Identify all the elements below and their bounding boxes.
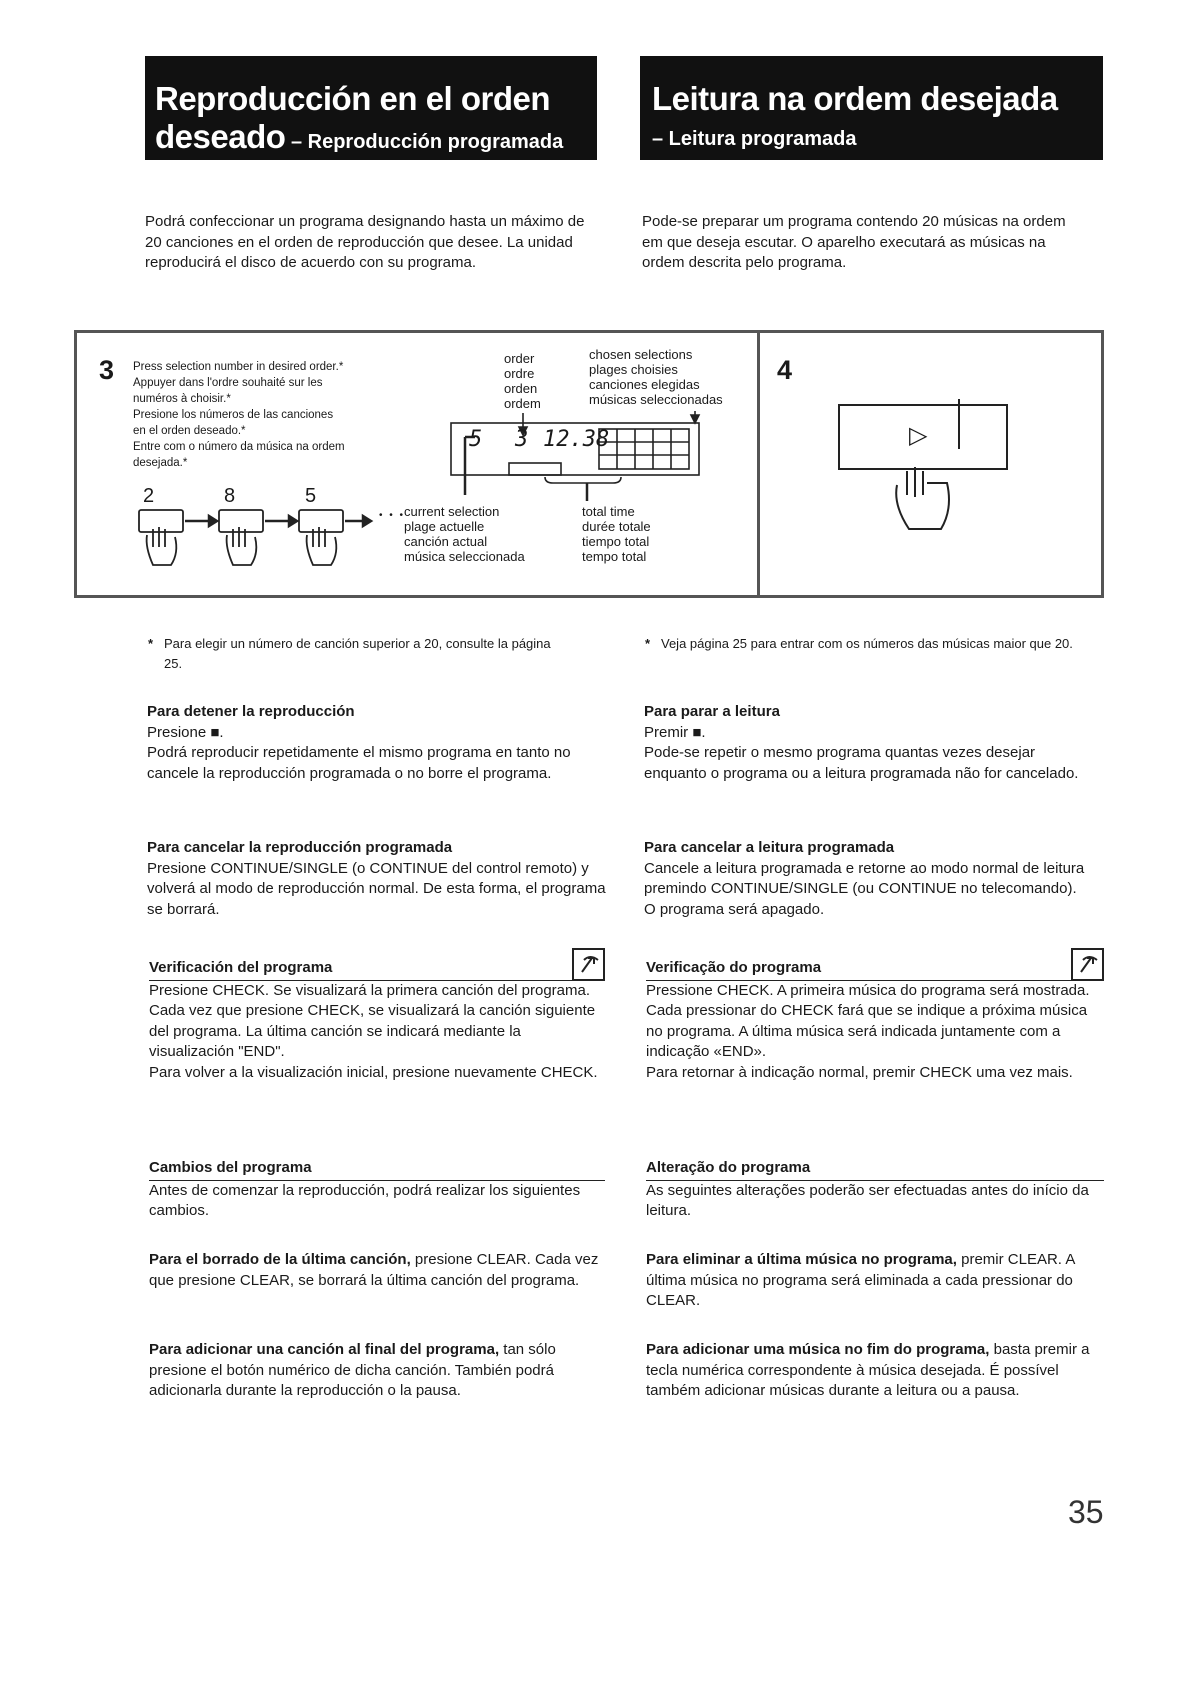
cancel-heading-pt: Para cancelar a leitura programada	[644, 839, 895, 856]
play-icon: ▷	[909, 422, 928, 449]
erase-rest-pt: premir CLEAR. A última música no programa será eliminada a cada pressionar do CLEAR.	[646, 1251, 1075, 1309]
add-section-es	[149, 1340, 605, 1402]
title-banner-pt	[640, 56, 1103, 160]
display-order-number: 3	[515, 427, 529, 452]
remote-control-icon	[572, 948, 605, 981]
step-3-instructions	[133, 359, 423, 471]
title-es-sub: – Reproducción programada	[285, 131, 564, 153]
footnote-pt	[645, 634, 1085, 654]
stop-heading-pt: Para parar a leitura	[644, 703, 780, 720]
order-label-fr: ordre	[504, 366, 535, 381]
chosen-label-pt: músicas seleccionadas	[589, 392, 723, 407]
page-number: 35	[1068, 1494, 1104, 1530]
order-labels	[504, 351, 541, 411]
order-label-pt: ordem	[504, 396, 541, 411]
order-label-es: orden	[504, 381, 538, 396]
play-button-illustration	[837, 399, 1037, 549]
changes-section-es	[149, 1158, 605, 1222]
title-banner-es	[145, 56, 597, 160]
instruction-diagram	[74, 330, 1104, 598]
stop-section-pt	[644, 702, 1099, 784]
cancel-body1-pt: Cancele a leitura programada e retorne ao modo normal de leitura premindo CONTINUE/SINGLE (ou CONTINUE no telecomando).	[644, 859, 1085, 897]
key-label-8: 8	[224, 485, 236, 507]
changes-heading-pt: Alteração do programa	[646, 1158, 1104, 1181]
erase-section-pt	[646, 1250, 1102, 1312]
key-label-5: 5	[305, 485, 317, 507]
stop-body1-pt: Premir ■.	[644, 723, 706, 741]
current-label-pt: música seleccionada	[404, 549, 525, 564]
add-bold-pt: Para adicionar uma música no fim do programa,	[646, 1341, 990, 1358]
step3-line-fr2: numéros à choisir.*	[133, 393, 231, 405]
chosen-label-fr: plages choisies	[589, 362, 678, 377]
step3-line-pt1: Entre com o número da música na ordem	[133, 441, 345, 453]
cancel-body-es: Presione CONTINUE/SINGLE (o CONTINUE del control remoto) y volverá al modo de reproducción normal. De esta forma, el programa se borrará.	[147, 859, 606, 918]
stop-body2-pt: Pode-se repetir o mesmo programa quantas vezes desejar enquanto o programa ou a leitura programada não for cancelado.	[644, 744, 1079, 782]
check-section-pt	[646, 958, 1104, 1083]
arrow-right-icon	[289, 516, 297, 526]
check-body2-es: Cada vez que presione CHECK, se visualizará la canción siguiente del programa. La última canción se indicará mediante la visualización "END".	[149, 1002, 596, 1060]
total-label-en: total time	[582, 504, 635, 519]
footnote-pt-mark: *	[645, 636, 651, 651]
current-label-fr: plage actuelle	[404, 519, 485, 534]
number-key-8	[219, 510, 263, 532]
check-heading-pt-text: Verificação do programa	[646, 959, 822, 976]
key-press-sequence	[137, 505, 397, 585]
cancel-heading-es: Para cancelar la reproducción programada	[147, 839, 453, 856]
chosen-labels	[589, 347, 723, 407]
stop-heading-es: Para detener la reproducción	[147, 703, 355, 720]
title-es-line1: Reproducción en el orden	[155, 80, 551, 117]
display-track-number: 5	[469, 427, 483, 452]
arrow-right-icon	[363, 516, 371, 526]
check-heading-es	[149, 958, 605, 981]
check-section-es	[149, 958, 605, 1083]
total-label-fr: durée totale	[582, 519, 651, 534]
chosen-label-es: canciones elegidas	[589, 377, 700, 392]
number-key-5	[299, 510, 343, 532]
title-pt-sub: – Leitura programada	[652, 128, 857, 150]
step3-line-fr1: Appuyer dans l'ordre souhaité sur les	[133, 377, 323, 389]
chosen-label-en: chosen selections	[589, 347, 693, 362]
step3-line-pt2: desejada.*	[133, 457, 188, 469]
check-body1-pt: Pressione CHECK. A primeira música do programa será mostrada.	[646, 981, 1090, 999]
changes-section-pt	[646, 1158, 1104, 1222]
display-total-time: 12.38	[543, 427, 610, 452]
add-rest-pt: basta premir a tecla numérica correspondente à música desejada. É possível também adicionar músicas durante a leitura ou a pausa.	[646, 1341, 1090, 1399]
arrow-right-icon	[209, 516, 217, 526]
erase-rest-es: presione CLEAR. Cada vez que presione CLEAR, se borrará la última canción del programa.	[149, 1251, 599, 1289]
key-label-2: 2	[143, 485, 155, 507]
check-heading-es-text: Verificación del programa	[149, 959, 333, 976]
remote-control-icon	[1071, 948, 1104, 981]
indicator-bar	[509, 463, 561, 475]
changes-heading-es: Cambios del programa	[149, 1158, 605, 1181]
footnote-es	[148, 634, 568, 674]
step3-line-es2: en el orden deseado.*	[133, 425, 246, 437]
footnote-es-mark: *	[148, 636, 154, 651]
order-label-en: order	[504, 351, 535, 366]
finger-icon	[896, 467, 949, 529]
check-heading-pt	[646, 958, 1104, 981]
check-body2-pt: Cada pressionar do CHECK fará que se indique a próxima música no programa. A última música será indicada juntamente com a indicação «END».	[646, 1002, 1088, 1060]
intro-es: Podrá confeccionar un programa designando hasta un máximo de 20 canciones en el orden de reproducción que desee. La unidad reproducirá el disco de acuerdo con su programa.	[145, 213, 585, 271]
check-body3-pt: Para retornar à indicação normal, premir CHECK uma vez mais.	[646, 1063, 1073, 1081]
changes-body-es: Antes de comenzar la reproducción, podrá realizar los siguientes cambios.	[149, 1181, 581, 1219]
stop-section-es	[147, 702, 607, 784]
step-3-number: 3	[99, 355, 115, 385]
step3-line-es1: Presione los números de las canciones	[133, 409, 334, 421]
step3-line-en: Press selection number in desired order.*	[133, 361, 344, 373]
music-calendar-grid	[599, 429, 689, 469]
step-divider	[757, 333, 760, 595]
current-labels	[404, 504, 525, 564]
current-label-en: current selection	[404, 504, 500, 519]
cancel-body2-pt: O programa será apagado.	[644, 900, 825, 918]
erase-bold-pt: Para eliminar a última música no programa,	[646, 1251, 957, 1268]
title-es-line2: deseado	[155, 118, 286, 155]
current-label-es: canción actual	[404, 534, 488, 549]
footnote-pt-text: Veja página 25 para entrar com os números das músicas maior que 20.	[661, 636, 1073, 651]
sequence-ellipsis: • • •	[379, 510, 406, 521]
erase-section-es	[149, 1250, 605, 1291]
changes-body-pt: As seguintes alterações poderão ser efectuadas antes do início da leitura.	[646, 1181, 1089, 1219]
stop-body1-es: Presione ■.	[147, 723, 224, 741]
total-label-pt: tempo total	[582, 549, 647, 564]
add-section-pt	[646, 1340, 1102, 1402]
number-key-2	[139, 510, 183, 532]
title-pt-line1: Leitura na ordem desejada	[652, 80, 1058, 117]
footnote-es-text: Para elegir un número de canción superior a 20, consulte la página 25.	[164, 636, 551, 671]
add-bold-es: Para adicionar una canción al final del programa,	[149, 1341, 500, 1358]
total-label-es: tiempo total	[582, 534, 650, 549]
add-rest-es: tan sólo presione el botón numérico de dicha canción. También podrá adicionarla durante la reproducción o la pausa.	[149, 1341, 556, 1399]
total-labels	[582, 504, 651, 564]
cancel-section-es	[147, 838, 607, 920]
check-body3-es: Para volver a la visualización inicial, presione nuevamente CHECK.	[149, 1063, 598, 1081]
step-4-number: 4	[777, 355, 793, 385]
erase-bold-es: Para el borrado de la última canción,	[149, 1251, 411, 1268]
display-panel	[449, 411, 779, 501]
stop-body2-es: Podrá reproducir repetidamente el mismo programa en tanto no cancele la reproducción programada o no borre el programa.	[147, 744, 571, 782]
intro-pt: Pode-se preparar um programa contendo 20 músicas na ordem em que deseja escutar. O aparelho executará as músicas na ordem descrita pelo programa.	[642, 213, 1066, 271]
check-body1-es: Presione CHECK. Se visualizará la primera canción del programa.	[149, 981, 591, 999]
cancel-section-pt	[644, 838, 1099, 920]
